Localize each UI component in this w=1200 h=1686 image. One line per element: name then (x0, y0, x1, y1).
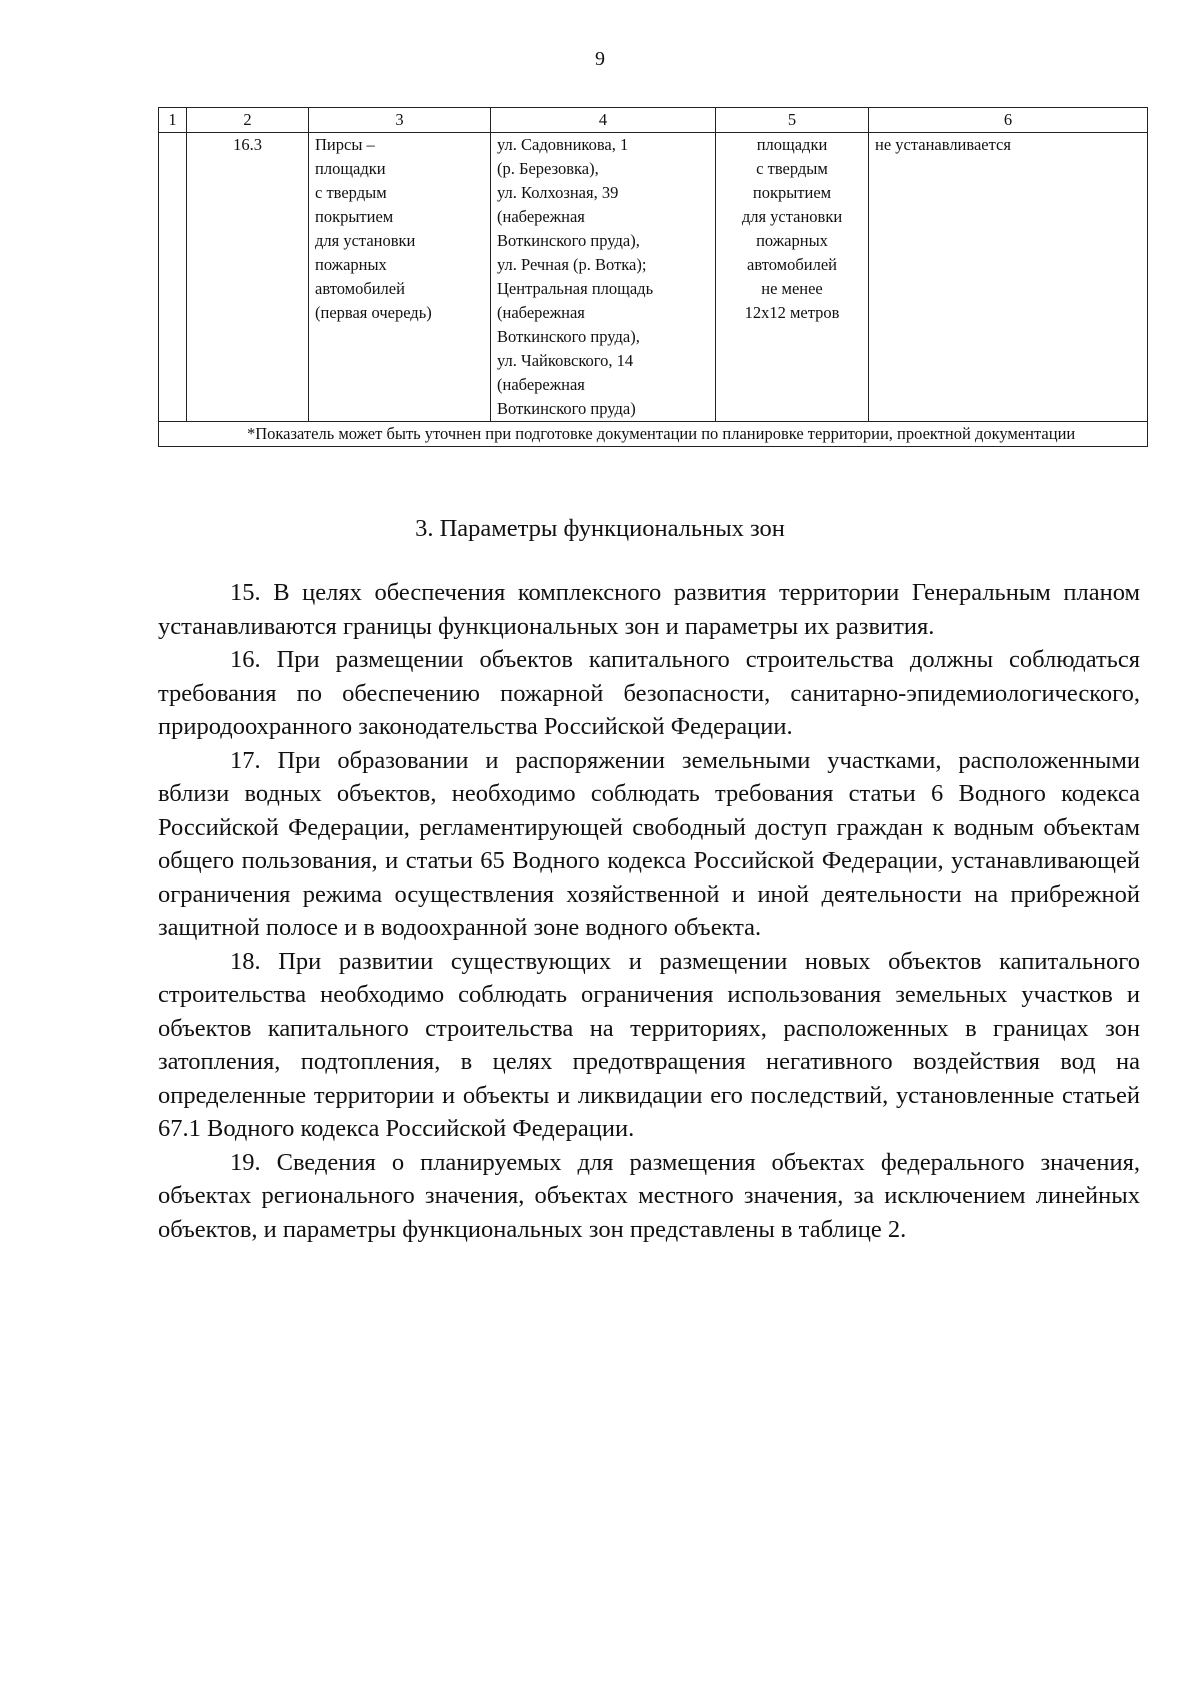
cell-line: ул. Колхозная, 39 (497, 183, 619, 202)
cell-line: 12x12 метров (744, 303, 840, 322)
cell-line: ул. Речная (р. Вотка); (497, 255, 647, 274)
row-cell-object (309, 133, 491, 422)
column-header: 2 (187, 108, 309, 133)
cell-line: площадки (756, 135, 828, 154)
row-cell-col1 (159, 133, 187, 422)
cell-line: Воткинского пруда), (497, 327, 640, 346)
column-header: 3 (309, 108, 491, 133)
cell-line: с твердым (315, 183, 387, 202)
cell-line: (набережная (497, 207, 585, 226)
cell-line: покрытием (752, 183, 832, 202)
row-cell-location (491, 133, 716, 422)
cell-line: Центральная площадь (497, 279, 654, 298)
cell-line: не менее (761, 279, 823, 298)
cell-line: автомобилей (747, 255, 837, 274)
section-title: 3. Параметры функциональных зон (415, 515, 785, 542)
cell-line: (набережная (497, 375, 585, 394)
cell-line: пожарных (315, 255, 387, 274)
table-header-row (159, 108, 1148, 133)
cell-line: Воткинского пруда) (497, 399, 636, 418)
cell-line: площадки (315, 159, 386, 178)
cell-line: ул. Садовникова, 1 (497, 135, 629, 154)
facilities-table (158, 107, 1148, 447)
cell-line: (набережная (497, 303, 585, 322)
cell-line: (первая очередь) (315, 303, 432, 322)
column-header: 4 (491, 108, 716, 133)
column-header: 1 (159, 108, 187, 133)
cell-line: для установки (741, 207, 843, 226)
cell-line: автомобилей (315, 279, 405, 298)
document-body (158, 576, 1140, 1246)
cell-line: Воткинского пруда), (497, 231, 640, 250)
page-number: 9 (595, 48, 605, 70)
cell-line: с твердым (756, 159, 828, 178)
cell-line: покрытием (315, 207, 394, 226)
paragraph-15: 15. В целях обеспечения комплексного развития территории Генеральным планом устанавливаются границы функциональных зон и параметры их развития. (158, 579, 1140, 640)
paragraph-18: 18. При развитии существующих и размещении новых объектов капитального строительства необходимо соблюдать ограничения использования земельных участков и объектов капитального строительства на территориях, расположенных в границах зон затопления, подтопления, в целях предотвращения негативного воздействия вод на определенные территории и объекты и ликвидации его последствий, установленные статьей 67.1 Водного кодекса Российской Федерации. (158, 947, 1140, 1142)
row-cell-zone: не устанавливается (869, 133, 1148, 422)
paragraph-19: 19. Сведения о планируемых для размещения объектах федерального значения, объектах регионального значения, объектах местного значения, за исключением линейных объектов, и параметры функциональных зон представлены в таблице 2. (158, 1148, 1140, 1243)
cell-line: для установки (315, 231, 416, 250)
cell-line: пожарных (756, 231, 828, 250)
footnote-row (159, 422, 1148, 447)
paragraph-16: 16. При размещении объектов капитального строительства должны соблюдаться требования по обеспечению пожарной безопасности, санитарно-эпидемиологического, природоохранного законодательства Российской Федерации. (158, 646, 1140, 740)
cell-line: ул. Чайковского, 14 (497, 351, 634, 370)
cell-line: (р. Березовка), (497, 159, 599, 178)
paragraph-17: 17. При образовании и распоряжении земельными участками, расположенными вблизи водных объектов, необходимо соблюдать требования статьи 6 Водного кодекса Российской Федерации, регламентирующей свободный доступ граждан к водным объектам общего пользования, и статьи 65 Водного кодекса Российской Федерации, устанавливающей ограничения режима осуществления хозяйственной и иной деятельности на прибрежной защитной полосе и в водоохранной зоне водного объекта. (158, 746, 1140, 941)
column-header: 6 (869, 108, 1148, 133)
table-row (159, 133, 1148, 422)
table-footnote: *Показатель может быть уточнен при подготовке документации по планировке территории, проектной документации (159, 422, 1148, 447)
column-header: 5 (716, 108, 869, 133)
cell-line: Пирсы – (315, 135, 375, 154)
row-cell-characteristics (716, 133, 869, 422)
row-cell-number: 16.3 (187, 133, 309, 422)
